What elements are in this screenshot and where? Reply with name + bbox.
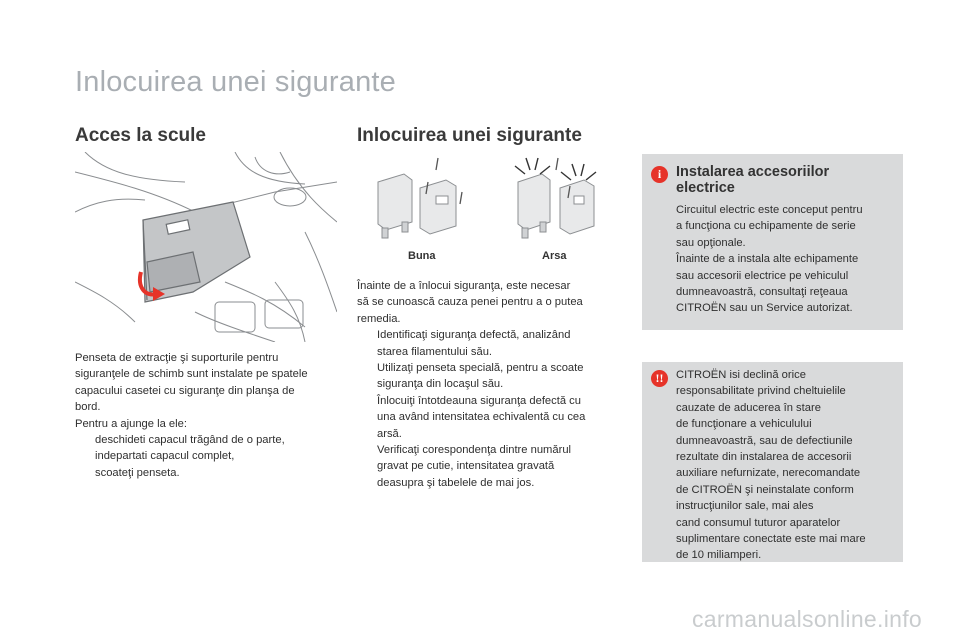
fuse-comparison-illustration bbox=[370, 152, 600, 268]
page-title: Inlocuirea unei sigurante bbox=[75, 66, 396, 98]
access-intro-line: bord. bbox=[75, 401, 101, 414]
section-title-replace: Inlocuirea unei sigurante bbox=[357, 125, 582, 146]
replace-instructions bbox=[357, 278, 622, 491]
access-step: scoateţi penseta. bbox=[95, 466, 180, 479]
access-instructions bbox=[75, 350, 330, 481]
section-title-access: Acces la scule bbox=[75, 125, 206, 146]
fuse-good-label: Buna bbox=[408, 250, 436, 262]
replace-step: Identificaţi siguranţa defectă, analizând starea filamentului său. bbox=[377, 329, 571, 358]
info-box-title: Instalarea accesoriilor electrice bbox=[676, 164, 830, 196]
replace-step: Verificaţi corespondenţa dintre numărul gravat pe cutie, intensitatea gravată deasupra şi tabelele de mai jos. bbox=[377, 444, 572, 489]
replace-intro-line: Înainte de a înlocui siguranţa, este necesar bbox=[357, 280, 571, 292]
watermark: carmanualsonline.info bbox=[691, 606, 922, 632]
replace-intro-line: remedia. bbox=[357, 312, 401, 325]
access-intro-line: capacului casetei cu siguranţe din planşa de bbox=[75, 384, 295, 397]
dashboard-drawing bbox=[75, 152, 337, 342]
replace-intro-line: să se cunoască cauza penei pentru a o putea bbox=[357, 296, 583, 309]
access-step: deschideti capacul trăgând de o parte, bbox=[95, 434, 285, 447]
info-box-text: Circuitul electric este conceput pentru a funcţiona cu echipamente de serie sau opţionale. Înainte de a instala alte echipamente sau accesorii electrice pe vehiculul dumneavoastră, consultaţi reţeaua CITROËN sau un Service autorizat. bbox=[676, 204, 863, 315]
access-intro-line: siguranţele de schimb sunt instalate pe spatele bbox=[75, 368, 308, 381]
access-intro-line: Penseta de extracţie şi suporturile pentru bbox=[75, 352, 279, 364]
info-box-accessories bbox=[642, 154, 903, 330]
fuse-drawing bbox=[370, 152, 600, 242]
replace-step: Înlocuiţi întotdeauna siguranţa defectă cu una având intensitatea echivalentă cu cea arsă. bbox=[377, 394, 586, 440]
replace-step: Utilizaţi penseta specială, pentru a scoate siguranţa din locaşul său. bbox=[377, 362, 584, 391]
info-icon: i bbox=[651, 166, 668, 183]
warning-box-liability bbox=[642, 362, 903, 562]
fuse-blown-label: Arsa bbox=[542, 250, 567, 262]
dashboard-fuse-cover-illustration bbox=[75, 152, 337, 342]
access-step: indepartati capacul complet, bbox=[95, 450, 235, 463]
warning-box-text: CITROËN isi declină orice responsabilitate privind cheltuielile cauzate de aducerea în stare de funcţionare a vehiculului dumneavoastră, sau de defectiunile rezultate din instalarea de accesorii auxiliare nefurnizate, nerecomandate de CITROËN şi neinstalate conform instrucţiunilor sale, mai ales cand consumul tuturor aparatelor suplimentare conectate este mai mare de 10 miliamperi. bbox=[676, 369, 866, 562]
warning-icon: !! bbox=[651, 370, 668, 387]
access-intro-line: Pentru a ajunge la ele: bbox=[75, 417, 187, 430]
